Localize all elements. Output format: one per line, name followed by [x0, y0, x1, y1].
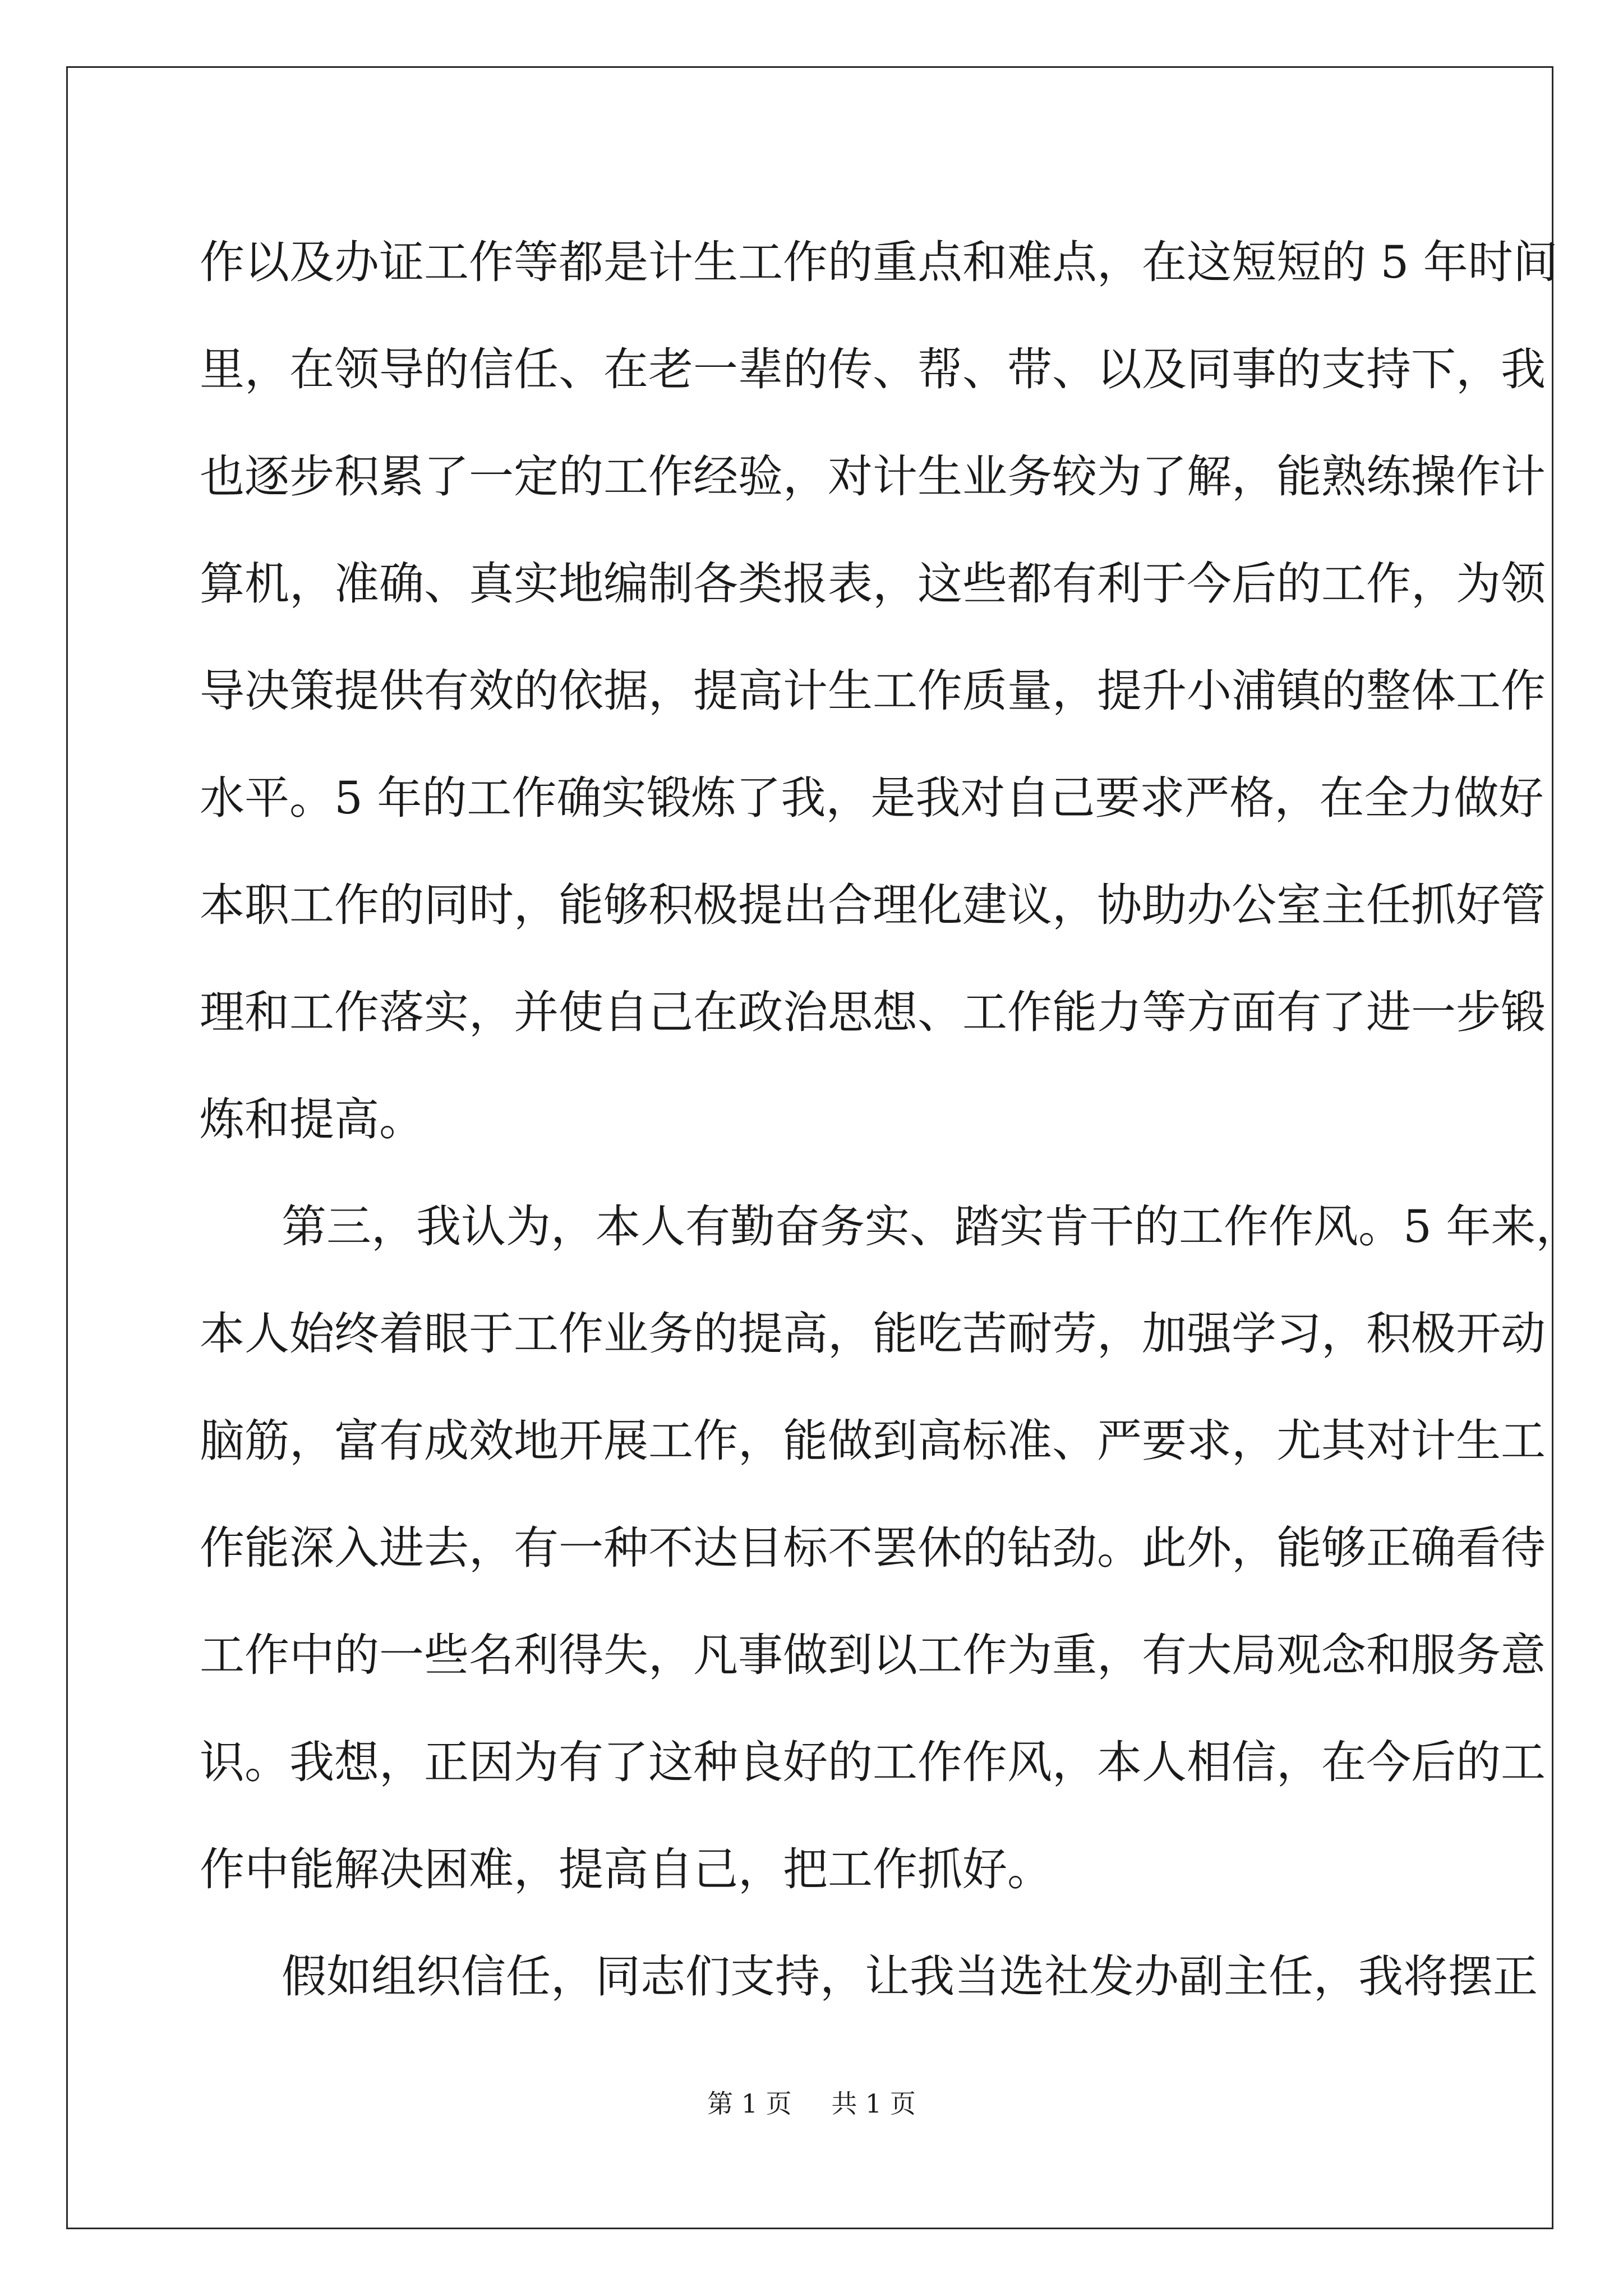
page-number: 第 1 页 [707, 2088, 792, 2119]
text-line: 水平。5 年的工作确实锻炼了我，是我对自己要求严格，在全力做好 [200, 772, 1544, 824]
paragraph-start-line: 第三，我认为，本人有勤奋务实、踏实肯干的工作作风。5 年来， [282, 1200, 1581, 1253]
text-line: 炼和提高。 [200, 1093, 424, 1145]
text-line: 脑筋，富有成效地开展工作，能做到高标准、严要求，尤其对计生工 [200, 1415, 1546, 1467]
text-line: 算机，准确、真实地编制各类报表，这些都有利于今后的工作，为领 [200, 558, 1546, 610]
text-line: 作中能解决困难，提高自己，把工作抓好。 [200, 1843, 1052, 1895]
text-line: 本职工作的同时，能够积极提出合理化建议，协助办公室主任抓好管 [200, 879, 1546, 931]
text-line: 也逐步积累了一定的工作经验，对计生业务较为了解，能熟练操作计 [200, 450, 1546, 503]
paragraph-start-line: 假如组织信任，同志们支持，让我当选社发办副主任，我将摆正 [282, 1950, 1538, 2003]
page-footer [0, 2087, 1623, 2120]
text-line: 作以及办证工作等都是计生工作的重点和难点，在这短短的 5 年时间 [200, 236, 1558, 288]
text-line: 工作中的一些名利得失，凡事做到以工作为重，有大局观念和服务意 [200, 1629, 1546, 1681]
text-line: 作能深入进去，有一种不达目标不罢休的钻劲。此外，能够正确看待 [200, 1522, 1546, 1574]
text-line: 识。我想，正因为有了这种良好的工作作风，本人相信，在今后的工 [200, 1736, 1546, 1788]
text-line: 里，在领导的信任、在老一辈的传、帮、带、以及同事的支持下，我 [200, 343, 1546, 395]
text-line: 导决策提供有效的依据，提高计生工作质量，提升小浦镇的整体工作 [200, 665, 1546, 717]
text-line: 理和工作落实，并使自己在政治思想、工作能力等方面有了进一步锻 [200, 986, 1546, 1038]
text-line: 本人始终着眼于工作业务的提高，能吃苦耐劳，加强学习，积极开动 [200, 1308, 1546, 1360]
page-total: 共 1 页 [831, 2088, 916, 2119]
document-body [200, 209, 1581, 2030]
